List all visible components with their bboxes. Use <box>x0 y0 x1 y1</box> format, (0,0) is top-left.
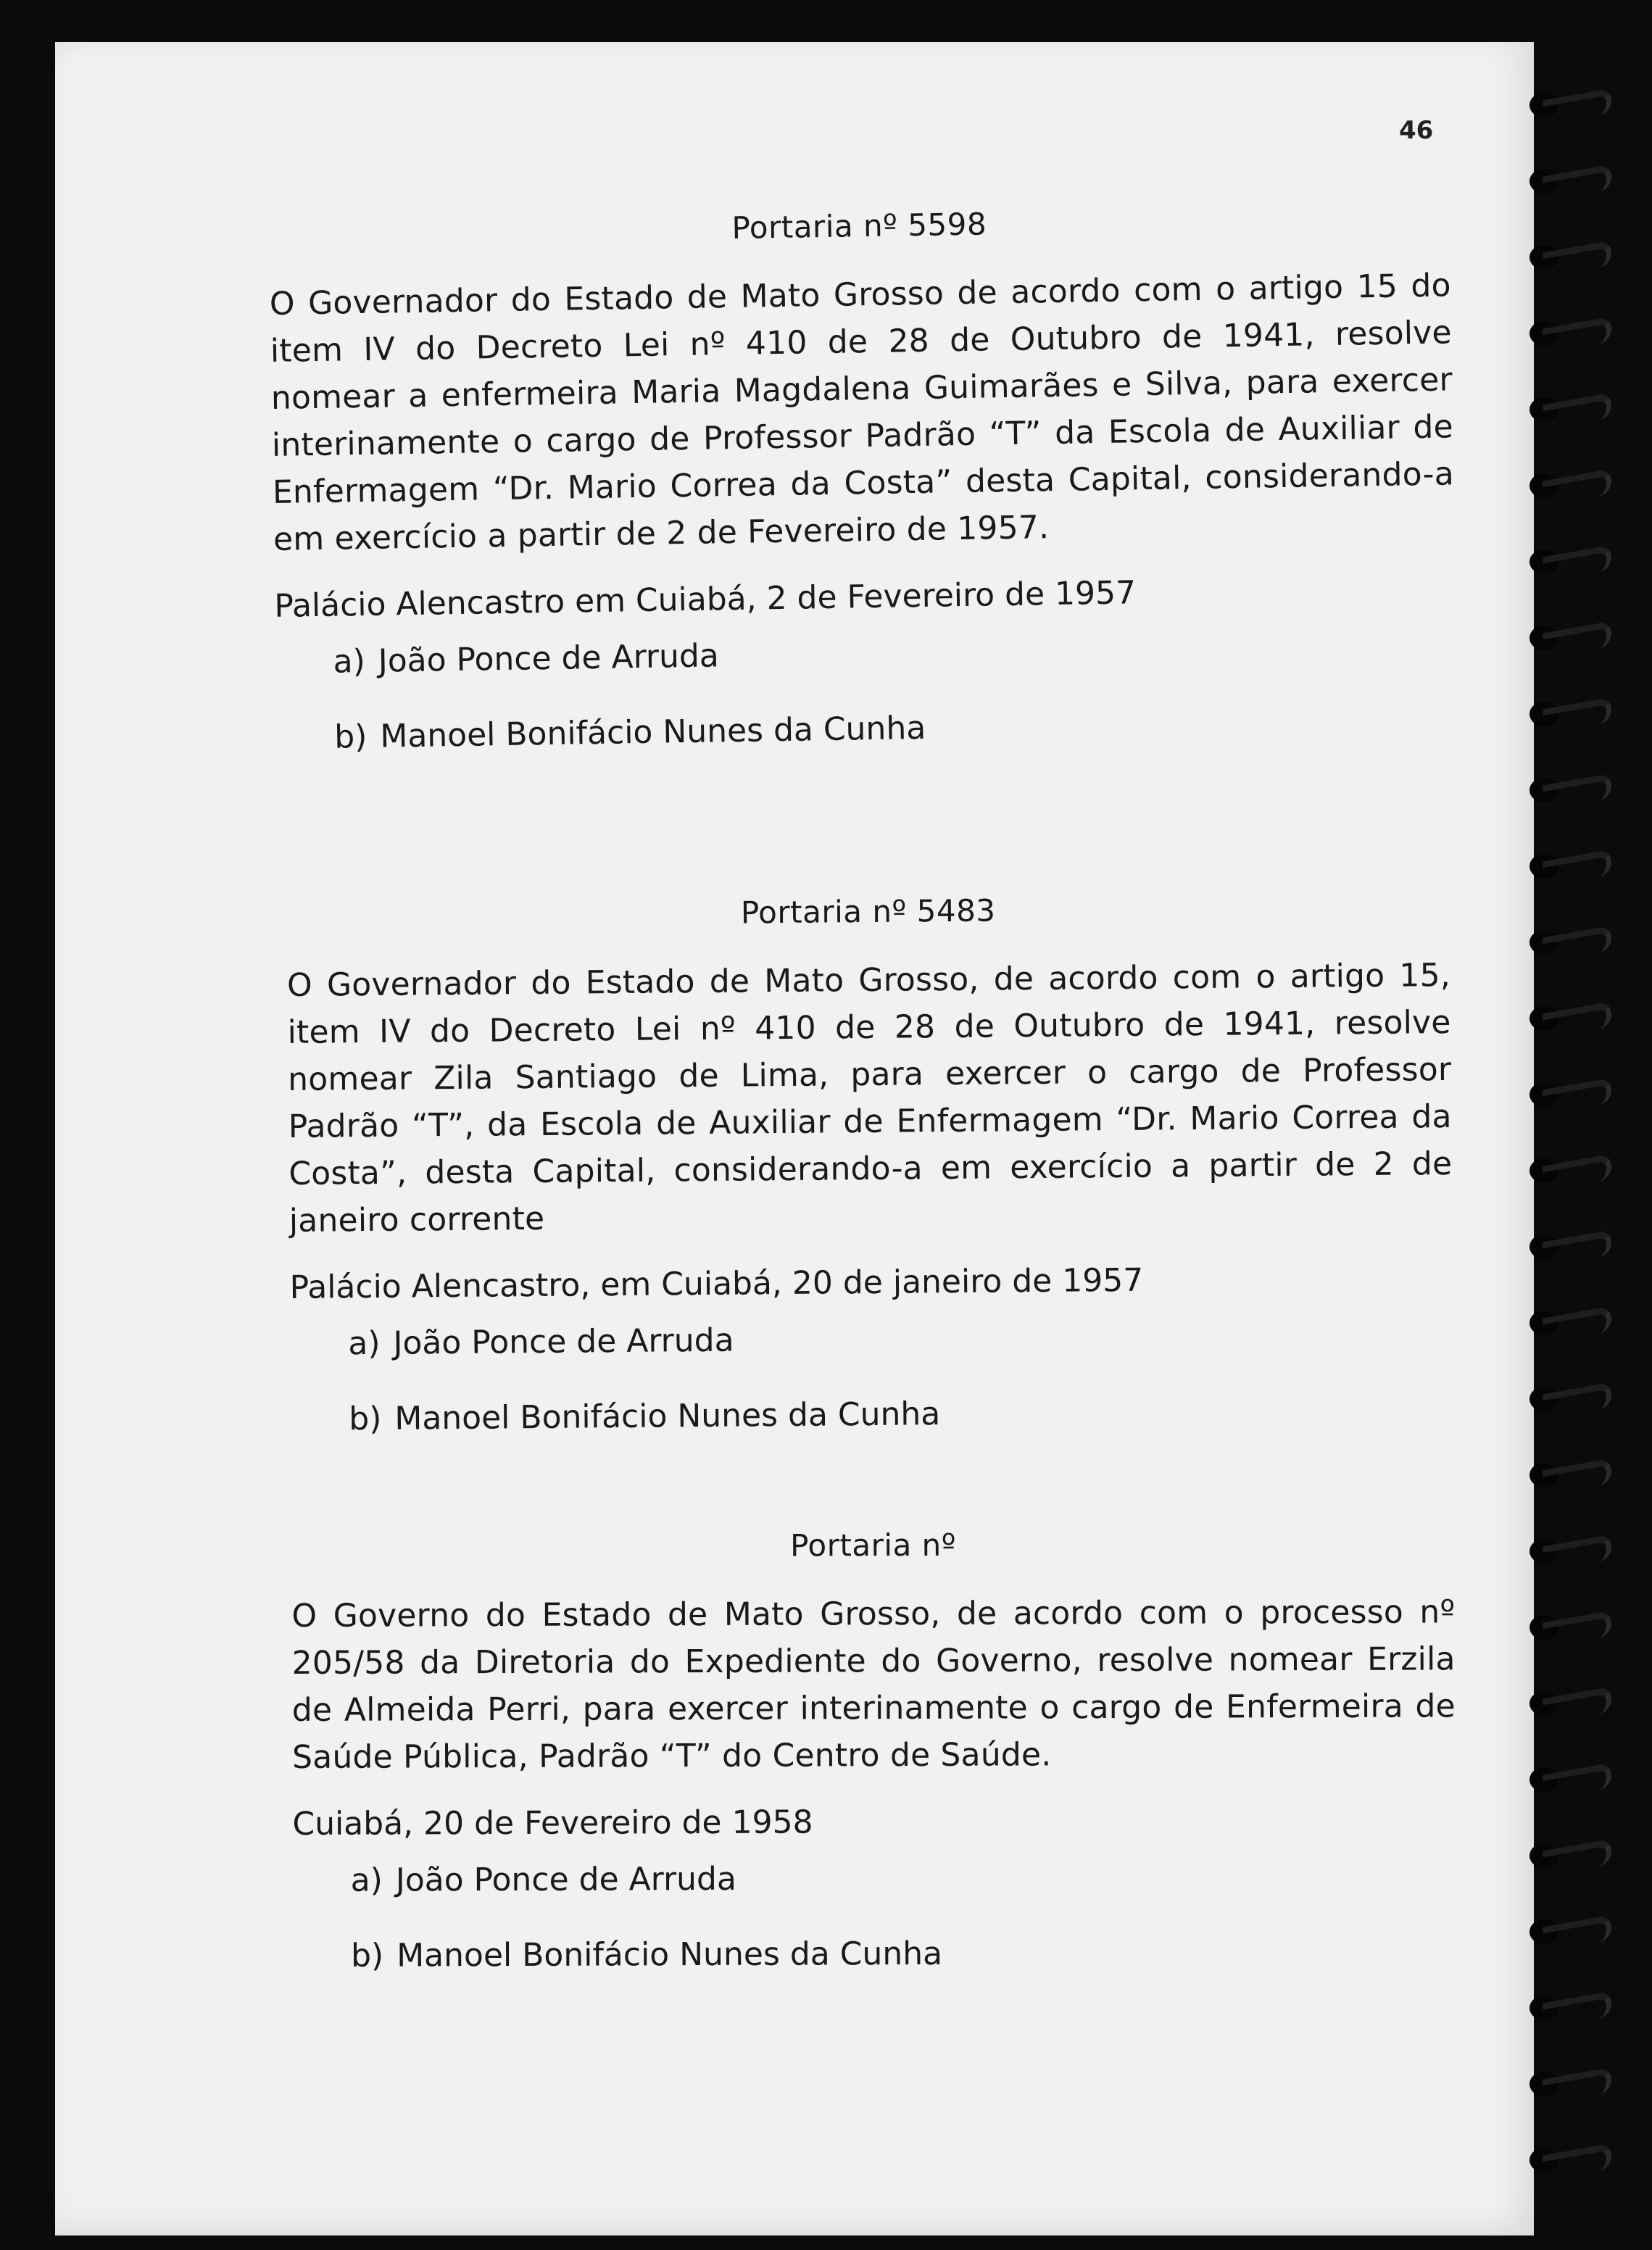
signer-name: João Ponce de Arruda <box>378 637 720 680</box>
signer-letter: a) <box>348 1324 381 1363</box>
place-date: Palácio Alencastro, em Cuiabá, 20 de janeiro de 1957 <box>289 1261 1144 1306</box>
binding-ring <box>1529 1229 1606 1262</box>
binding-ring <box>1529 315 1606 349</box>
signers-list <box>293 1860 1457 1973</box>
binding-ring <box>1529 1990 1606 2023</box>
binding-ring <box>1529 1609 1606 1643</box>
signer-item <box>349 1393 1454 1436</box>
portaria-body: O Governador do Estado de Mato Grosso de acordo com o artigo 15 do item IV do Decreto Lei nº 410 de 28 de Outubro de 1941, resolve nomear a enfermeira Maria Magdalena Guimarães e Silva, para exercer interinamente o cargo de Professor Padrão “T” da Escola de Auxiliar de Enfermagem “Dr. Mario Correa da Costa” desta Capital, considerando-a em exercício a partir de 2 de Fevereiro de 1957. <box>269 267 1455 558</box>
signer-item <box>348 1318 1453 1361</box>
binding-ring <box>1529 1838 1606 1871</box>
binding-ring <box>1529 772 1606 805</box>
page-number: 46 <box>1399 116 1434 145</box>
signer-name: Manoel Bonifácio Nunes da Cunha <box>379 709 926 755</box>
spiral-binding <box>1522 72 1616 2218</box>
signer-item <box>351 1860 1456 1897</box>
binding-ring <box>1529 1914 1606 1947</box>
signer-item <box>334 703 1458 754</box>
binding-ring <box>1529 1076 1606 1110</box>
portaria-section <box>268 199 1458 797</box>
binding-ring <box>1529 239 1606 273</box>
binding-ring <box>1529 696 1606 729</box>
binding-ring <box>1529 2142 1606 2175</box>
binding-ring <box>1529 2066 1606 2099</box>
signer-letter: b) <box>350 1937 384 1975</box>
binding-ring <box>1529 924 1606 958</box>
binding-ring <box>1529 1761 1606 1795</box>
signer-name: Manoel Bonifácio Nunes da Cunha <box>394 1395 941 1437</box>
portaria-title: Portaria nº 5483 <box>740 892 996 931</box>
portaria-section <box>291 1525 1456 2015</box>
binding-ring <box>1529 87 1606 120</box>
binding-ring <box>1529 1457 1606 1490</box>
signer-name: Manoel Bonifácio Nunes da Cunha <box>397 1935 943 1975</box>
signer-letter: a) <box>350 1861 383 1899</box>
binding-ring <box>1529 544 1606 577</box>
signer-letter: b) <box>349 1400 382 1438</box>
binding-ring <box>1529 391 1606 425</box>
portaria-body: O Governo do Estado de Mato Grosso, de acordo com o processo nº 205/58 da Diretoria do Expediente do Governo, resolve nomear Erzila de Almeida Perri, para exercer interinamente o cargo de Enfermeira de Saúde Pública, Padrão “T” do Centro de Saúde. <box>291 1593 1456 1776</box>
binding-ring <box>1529 1381 1606 1414</box>
binding-ring <box>1529 1533 1606 1566</box>
binding-ring <box>1529 1153 1606 1186</box>
portaria-title: Portaria nº <box>790 1527 957 1564</box>
signer-letter: b) <box>333 718 368 756</box>
place-date: Cuiabá, 20 de Fevereiro de 1958 <box>292 1803 813 1843</box>
portaria-title: Portaria nº 5598 <box>731 206 987 246</box>
portaria-body: O Governador do Estado de Mato Grosso, de acordo com o artigo 15, item IV do Decreto Lei nº 410 de 28 de Outubro de 1941, resolve nomear Zila Santiago de Lima, para exercer o cargo de Professor Padrão “T”, da Escola de Auxiliar de Enfermagem “Dr. Mario Correa da Costa”, desta Capital, considerando-a em exercício a partir de 2 de janeiro corrente <box>286 956 1453 1240</box>
binding-ring <box>1529 1685 1606 1719</box>
portaria-section <box>286 889 1455 1479</box>
binding-ring <box>1529 848 1606 881</box>
binding-ring <box>1529 1305 1606 1338</box>
signer-name: João Ponce de Arruda <box>393 1321 734 1362</box>
signer-item <box>350 1935 1456 1975</box>
signer-item <box>333 628 1457 681</box>
signer-name: João Ponce de Arruda <box>395 1860 736 1899</box>
place-date: Palácio Alencastro em Cuiabá, 2 de Fevereiro de 1957 <box>274 574 1137 625</box>
binding-ring <box>1529 1000 1606 1034</box>
signers-list <box>275 628 1458 755</box>
signers-list <box>290 1318 1454 1437</box>
binding-ring <box>1529 620 1606 653</box>
signer-letter: a) <box>333 642 366 681</box>
binding-ring <box>1529 468 1606 501</box>
binding-ring <box>1529 163 1606 196</box>
